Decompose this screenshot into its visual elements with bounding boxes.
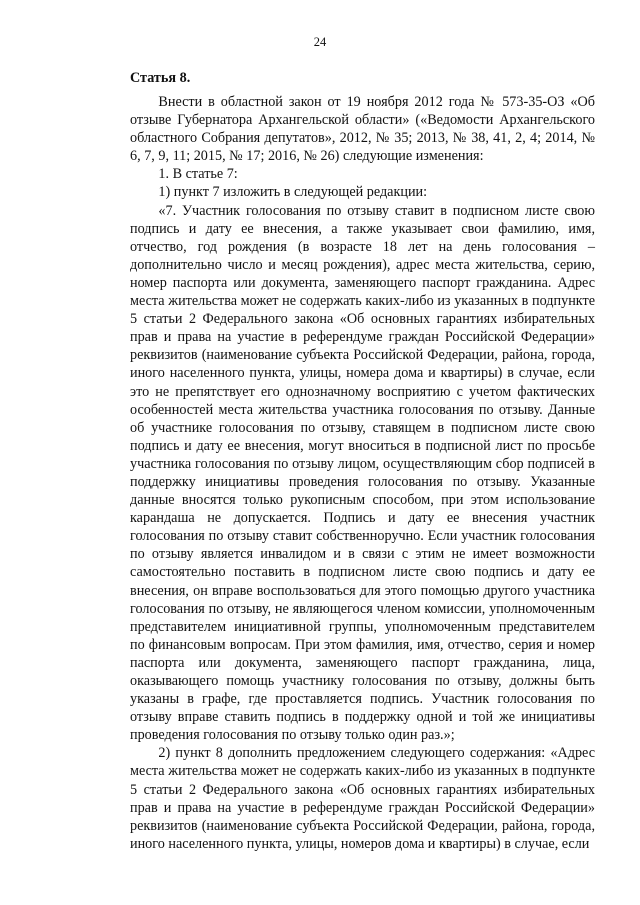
paragraph-item-1: 1. В статье 7: [158, 166, 238, 183]
paragraph-intro: Внести в областной закон от 19 ноября 2012 года № 573-35-ОЗ «Об отзыве Губернатора Архангельской области» («Ведомости Архангельского областного Собрания депутатов», 2012, № 35; 2013, № 38, 41, 2, 4; 2014, № 6, 7, 9, 11; 2015, № 17; 2016, № 26) следующие изменения: [130, 94, 595, 165]
paragraph-subitem-2: 2) пункт 8 дополнить предложением следующего содержания: «Адрес места жительства может не содержать каких-либо из указанных в подпункте 5 статьи 2 Федерального закона «Об основных гарантиях избирательных прав и права на участие в референдуме граждан Российской Федерации» реквизитов (наименование субъекта Российской Федерации, района, города, иного населенного пункта, улицы, номеров дома и квартиры) в случае, если [130, 745, 595, 852]
document-body [130, 93, 595, 853]
page-number: 24 [313, 35, 327, 49]
paragraph-subitem-1: 1) пункт 7 изложить в следующей редакции: [158, 184, 428, 201]
article-title: Статья 8. [130, 70, 191, 86]
paragraph-quoted-clause-7: «7. Участник голосования по отзыву ставит в подписном листе свою подпись и дату ее внесения, а также указывает свои фамилию, имя, отчество, год рождения (в возрасте 18 лет на день голосования – дополнительно число и месяц рождения), адрес места жительства, серию, номер паспорта или документа, заменяющего паспорт гражданина. Адрес места жительства может не содержать каких-либо из указанных в подпункте 5 статьи 2 Федерального закона «Об основных гарантиях избирательных прав и права на участие в референдуме граждан Российской Федерации» реквизитов (наименование субъекта Российской Федерации, района, города, иного населенного пункта, улицы, номера дома и квартиры) в случае, если это не препятствует его однозначному восприятию с учетом фактических особенностей места жительства участника голосования по отзыву. Данные об участнике голосования по отзыву, ставящем в подписном листе свою подпись и дату ее внесения, могут вноситься в подписной лист по просьбе участника голосования по отзыву лицом, осуществляющим сбор подписей в поддержку инициативы проведения голосования по отзыву. Указанные данные вносятся только рукописным способом, при этом использование карандаша не допускается. Подпись и дату ее внесения участник голосования по отзыву ставит собственноручно. Если участник голосования по отзыву является инвалидом и в связи с этим не имеет возможности самостоятельно поставить в подписном листе свою подпись и дату ее внесения, он вправе воспользоваться для этого помощью другого участника голосования по отзыву, не являющегося членом комиссии, уполномоченным представителем инициативной группы, уполномоченным представителем по финансовым вопросам. При этом фамилия, имя, отчество, серия и номер паспорта или документа, заменяющего паспорт гражданина, лица, оказывающего помощь участнику голосования по отзыву, должны быть указаны в графе, где проставляется подпись. Участник голосования по отзыву вправе ставить подпись в поддержку одной и той же инициативы проведения голосования по отзыву только один раз.»; [130, 202, 595, 744]
